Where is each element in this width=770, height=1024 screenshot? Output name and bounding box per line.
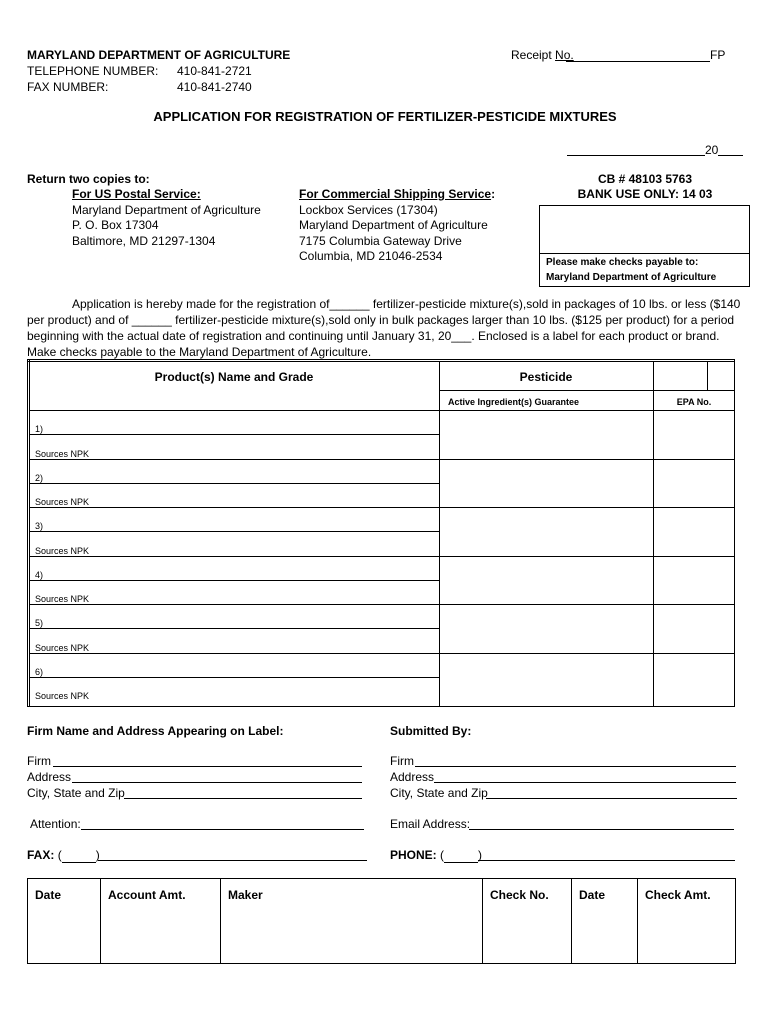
- col-epa-header: EPA No.: [676, 397, 712, 407]
- checks-payable-line-2: Maryland Department of Agriculture: [546, 272, 717, 283]
- label-address-right: Address: [390, 770, 435, 784]
- address-right-field[interactable]: [434, 782, 736, 783]
- email-label: Email Address:: [390, 817, 471, 831]
- payment-maker-header: Maker: [228, 888, 263, 902]
- postal-line-3: Baltimore, MD 21297-1304: [72, 234, 216, 248]
- postal-line-2: P. O. Box 17304: [72, 218, 159, 232]
- year-blank[interactable]: ___: [451, 329, 472, 343]
- date-suffix: 20: [705, 143, 719, 157]
- fax-value: 410-841-2740: [177, 80, 252, 94]
- submitted-heading: Submitted By:: [390, 724, 472, 738]
- fax-field-label: FAX:: [27, 848, 55, 862]
- row-4-num: 4): [35, 570, 44, 580]
- row-2-num: 2): [35, 473, 44, 483]
- label-city-right: City, State and Zip: [390, 786, 488, 800]
- label-city-left: City, State and Zip: [27, 786, 125, 800]
- commercial-line-2: Maryland Department of Agriculture: [299, 218, 488, 232]
- row-3-num: 3): [35, 521, 44, 531]
- phone-field-label: PHONE:: [390, 848, 437, 862]
- count-blank-2[interactable]: ______: [131, 313, 172, 327]
- application-paragraph: Application is hereby made for the registration of______ fertilizer-pesticide mixture(s),sold in packages of 10 lbs. or less ($140 per product) and of ______ fertilizer-pesticide mixture(s),sold only in bulk packages larger than 10 lbs. ($125 per product) for a period beginning with the actual date of registration and continuing until January 31, 20___. Enclosed is a label for each product or brand. Make checks payable to the Maryland Department of Agriculture.: [27, 297, 741, 359]
- telephone-label: TELEPHONE NUMBER:: [27, 64, 159, 78]
- commercial-line-3: 7175 Columbia Gateway Drive: [299, 234, 462, 248]
- postal-line-1: Maryland Department of Agriculture: [72, 203, 261, 217]
- date-year-line[interactable]: [718, 155, 743, 156]
- fax-number-field[interactable]: [98, 860, 367, 861]
- payment-date2-header: Date: [579, 888, 606, 902]
- firm-left-field[interactable]: [53, 766, 362, 767]
- label-address-left: Address: [27, 770, 72, 784]
- col-product-header: Product(s) Name and Grade: [154, 370, 314, 384]
- telephone-value: 410-841-2721: [177, 64, 252, 78]
- commercial-line-1: Lockbox Services (17304): [299, 203, 438, 217]
- row-5-num: 5): [35, 618, 44, 628]
- payment-account-header: Account Amt.: [108, 888, 186, 902]
- row-4-sources: Sources NPK: [35, 594, 90, 604]
- col-pesticide-header: Pesticide: [519, 370, 573, 384]
- firm-right-field[interactable]: [415, 766, 736, 767]
- firm-heading: Firm Name and Address Appearing on Label:: [27, 724, 284, 738]
- postal-heading: For US Postal Service:: [72, 187, 201, 201]
- count-blank-1[interactable]: ______: [329, 297, 370, 311]
- date-line[interactable]: [567, 155, 705, 156]
- col-active-ingredient-header: Active Ingredient(s) Guarantee: [448, 397, 580, 407]
- row-5-sources: Sources NPK: [35, 643, 90, 653]
- city-left-field[interactable]: [124, 798, 362, 799]
- attention-label: Attention:: [30, 817, 81, 831]
- payment-check-no-header: Check No.: [490, 888, 549, 902]
- bank-use-only: BANK USE ONLY: 14 03: [577, 187, 713, 201]
- address-left-field[interactable]: [72, 782, 362, 783]
- receipt-suffix: FP: [710, 48, 726, 62]
- email-field[interactable]: [469, 829, 734, 830]
- page-title: APPLICATION FOR REGISTRATION OF FERTILIZER-PESTICIDE MIXTURES: [153, 109, 617, 124]
- commercial-heading: For Commercial Shipping Service:: [299, 187, 496, 201]
- city-right-field[interactable]: [486, 798, 737, 799]
- phone-number-field[interactable]: [478, 860, 735, 861]
- receipt-label: Receipt No.: [511, 48, 574, 62]
- payment-check-amt-header: Check Amt.: [645, 888, 711, 902]
- row-3-sources: Sources NPK: [35, 546, 90, 556]
- checks-payable-line-1: Please make checks payable to:: [546, 257, 699, 268]
- bank-box-divider: [539, 253, 750, 254]
- row-1-num: 1): [35, 424, 44, 434]
- commercial-line-4: Columbia, MD 21046-2534: [299, 249, 443, 263]
- attention-field[interactable]: [81, 829, 364, 830]
- row-6-sources: Sources NPK: [35, 691, 90, 701]
- fax-label: FAX NUMBER:: [27, 80, 109, 94]
- agency-name: MARYLAND DEPARTMENT OF AGRICULTURE: [27, 48, 291, 62]
- row-6-num: 6): [35, 667, 44, 677]
- row-1-sources: Sources NPK: [35, 449, 90, 459]
- fax-area-code-field[interactable]: [62, 848, 96, 863]
- cb-number: CB # 48103 5763: [597, 172, 693, 186]
- row-2-sources: Sources NPK: [35, 497, 90, 507]
- phone-area-code-field[interactable]: [444, 848, 478, 863]
- payment-date-header: Date: [35, 888, 62, 902]
- receipt-line[interactable]: [566, 61, 710, 62]
- receipt-no: No.: [555, 48, 574, 62]
- label-firm-right: Firm: [390, 754, 414, 768]
- products-table: [27, 359, 735, 707]
- label-firm-left: Firm: [27, 754, 51, 768]
- return-label: Return two copies to:: [27, 172, 150, 186]
